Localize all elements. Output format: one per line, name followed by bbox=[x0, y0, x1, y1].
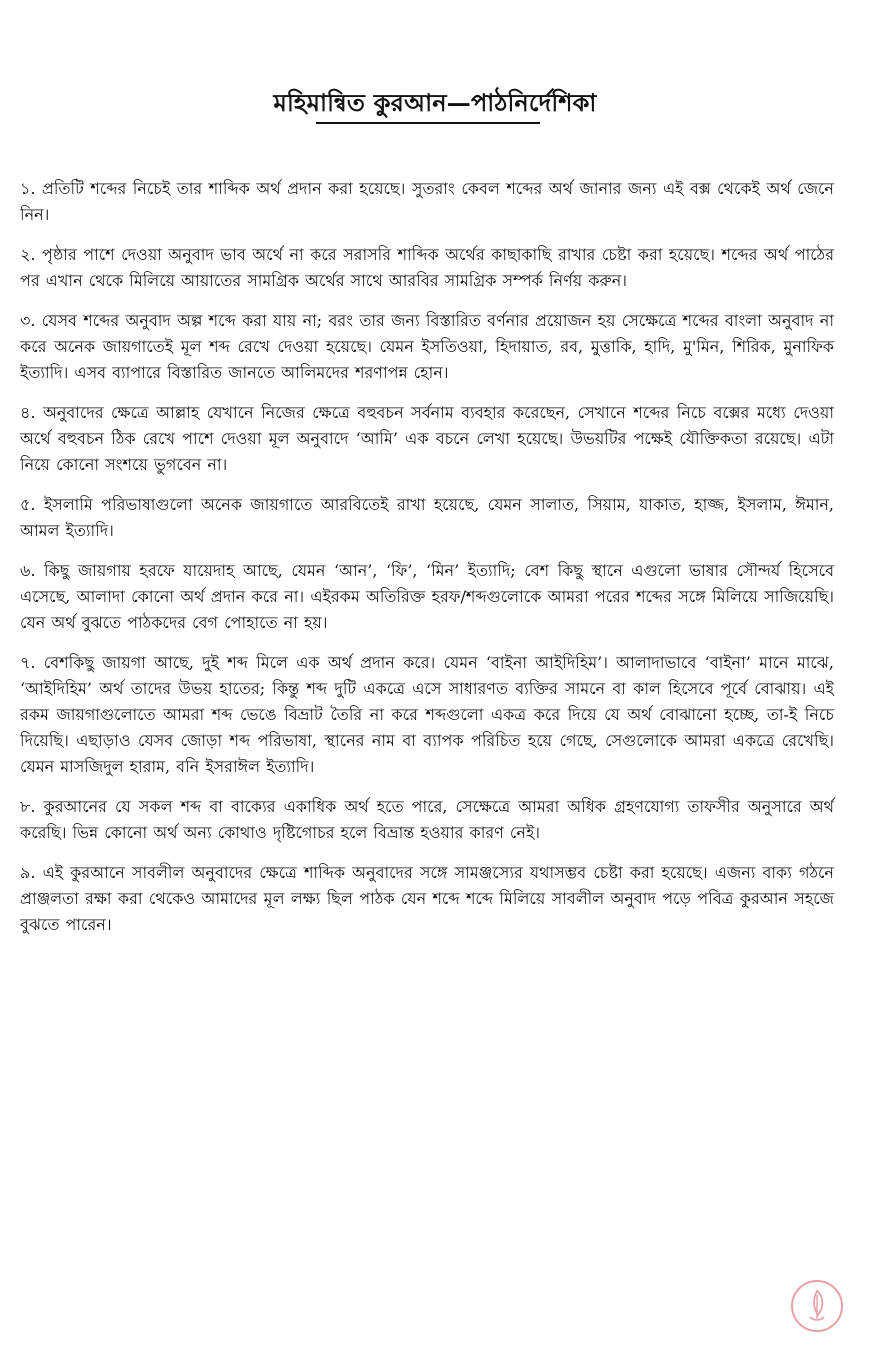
title-container bbox=[0, 88, 870, 118]
guideline-item-5: ৫. ইসলামি পরিভাষাগুলো অনেক জায়গাতে আরবিতেই রাখা হয়েছে, যেমন সালাত, সিয়াম, যাকাত, হাজ্জ, ইসলাম, ঈমান, আমল ইত্যাদি। bbox=[20, 495, 834, 540]
guideline-item-3: ৩. যেসব শব্দের অনুবাদ অল্প শব্দে করা যায় না; বরং তার জন্য বিস্তারিত বর্ণনার প্রয়োজন হয় সেক্ষেত্রে শব্দের বাংলা অনুবাদ না করে অনেক জায়গাতেই মূল শব্দ রেখে দেওয়া হয়েছে। যেমন ইসতিওয়া, হিদায়াত, রব, মুত্তাকি, হাদি, মু'মিন, শিরিক, মুনাফিক ইত্যাদি। এসব ব্যাপারে বিস্তারিত জানতে আলিমদের শরণাপন্ন হোন। bbox=[20, 311, 834, 382]
guideline-item-8: ৮. কুরআনের যে সকল শব্দ বা বাক্যের একাধিক অর্থ হতে পারে, সেক্ষেত্রে আমরা অধিক গ্রহণযোগ্য তাফসীর অনুসারে অর্থ করেছি। ভিন্ন কোনো অর্থ অন্য কোথাও দৃষ্টিগোচর হলে বিভ্রান্ত হওয়ার কারণ নেই। bbox=[20, 797, 834, 842]
guideline-item-6: ৬. কিছু জায়গায় হরফে যায়েদাহ আছে, যেমন ‘আন’, ‘ফি’, ‘মিন’ ইত্যাদি; বেশ কিছু স্থানে এগুলো ভাষার সৌন্দর্য হিসেবে এসেছে, আলাদা কোনো অর্থ প্রদান করে না। এইরকম অতিরিক্ত হরফ/শব্দগুলোকে আমরা পরের শব্দের সঙ্গে মিলিয়ে সাজিয়েছি। যেন অর্থ বুঝতে পাঠকদের বেগ পোহাতে না হয়। bbox=[20, 561, 834, 632]
title-underline bbox=[316, 122, 540, 124]
page-title: মহিমান্বিত কুরআন—পাঠনির্দেশিকা bbox=[273, 88, 597, 117]
guideline-item-4: ৪. অনুবাদের ক্ষেত্রে আল্লাহ যেখানে নিজের ক্ষেত্রে বহুবচন সর্বনাম ব্যবহার করেছেন, সেখানে শব্দের নিচে বক্সের মধ্যে দেওয়া অর্থে বহুবচন ঠিক রেখে পাশে দেওয়া মূল অনুবাদে ‘আমি’ এক বচনে লেখা হয়েছে। উভয়টির পক্ষেই যৌক্তিকতা রয়েছে। এটা নিয়ে কোনো সংশয়ে ভুগবেন না। bbox=[20, 403, 834, 474]
guideline-item-7: ৭. বেশকিছু জায়গা আছে, দুই শব্দ মিলে এক অর্থ প্রদান করে। যেমন ‘বাইনা আইদিহিম’। আলাদাভাবে ‘বাইনা’ মানে মাঝে, ‘আইদিহিম’ অর্থ তাদের উভয় হাতের; কিন্তু শব্দ দুটি একত্রে এসে সাধারণত ব্যক্তির সামনে বা কাল হিসেবে পূর্বে বোঝায়। এই রকম জায়গাগুলোতে আমরা শব্দ ভেঙে বিভ্রাট তৈরি না করে শব্দগুলো একত্র করে দিয়ে যে অর্থ বোঝানো হচ্ছে, তা-ই নিচে দিয়েছি। এছাড়াও যেসব জোড়া শব্দ পরিভাষা, স্থানের নাম বা ব্যাপক পরিচিত হয়ে গেছে, সেগুলোকে আমরা একত্রে রেখেছি। যেমন মাসজিদুল হারাম, বনি ইসরাঈল ইত্যাদি। bbox=[20, 653, 834, 776]
guideline-item-9: ৯. এই কুরআনে সাবলীল অনুবাদের ক্ষেত্রে শাব্দিক অনুবাদের সঙ্গে সামঞ্জস্যের যথাসম্ভব চেষ্টা করা হয়েছে। এজন্য বাক্য গঠনে প্রাঞ্জলতা রক্ষা করা থেকেও আমাদের মূল লক্ষ্য ছিল পাঠক যেন শব্দে শব্দে মিলিয়ে সাবলীল অনুবাদ পড়ে পবিত্র কুরআন সহজে বুঝতে পারেন। bbox=[20, 863, 834, 934]
guideline-list bbox=[20, 176, 834, 952]
guideline-item-1: ১. প্রতিটি শব্দের নিচেই তার শাব্দিক অর্থ প্রদান করা হয়েছে। সুতরাং কেবল শব্দের অর্থ জানার জন্য এই বক্স থেকেই অর্থ জেনে নিন। bbox=[20, 179, 834, 224]
publisher-quill-stamp-icon bbox=[790, 1279, 844, 1333]
guideline-item-2: ২. পৃষ্ঠার পাশে দেওয়া অনুবাদ ভাব অর্থে না করে সরাসরি শাব্দিক অর্থের কাছাকাছি রাখার চেষ্টা করা হয়েছে। শব্দের অর্থ পাঠের পর এখান থেকে মিলিয়ে আয়াতের সামগ্রিক অর্থের সাথে আরবির সামগ্রিক সম্পর্ক নির্ণয় করুন। bbox=[20, 245, 834, 290]
